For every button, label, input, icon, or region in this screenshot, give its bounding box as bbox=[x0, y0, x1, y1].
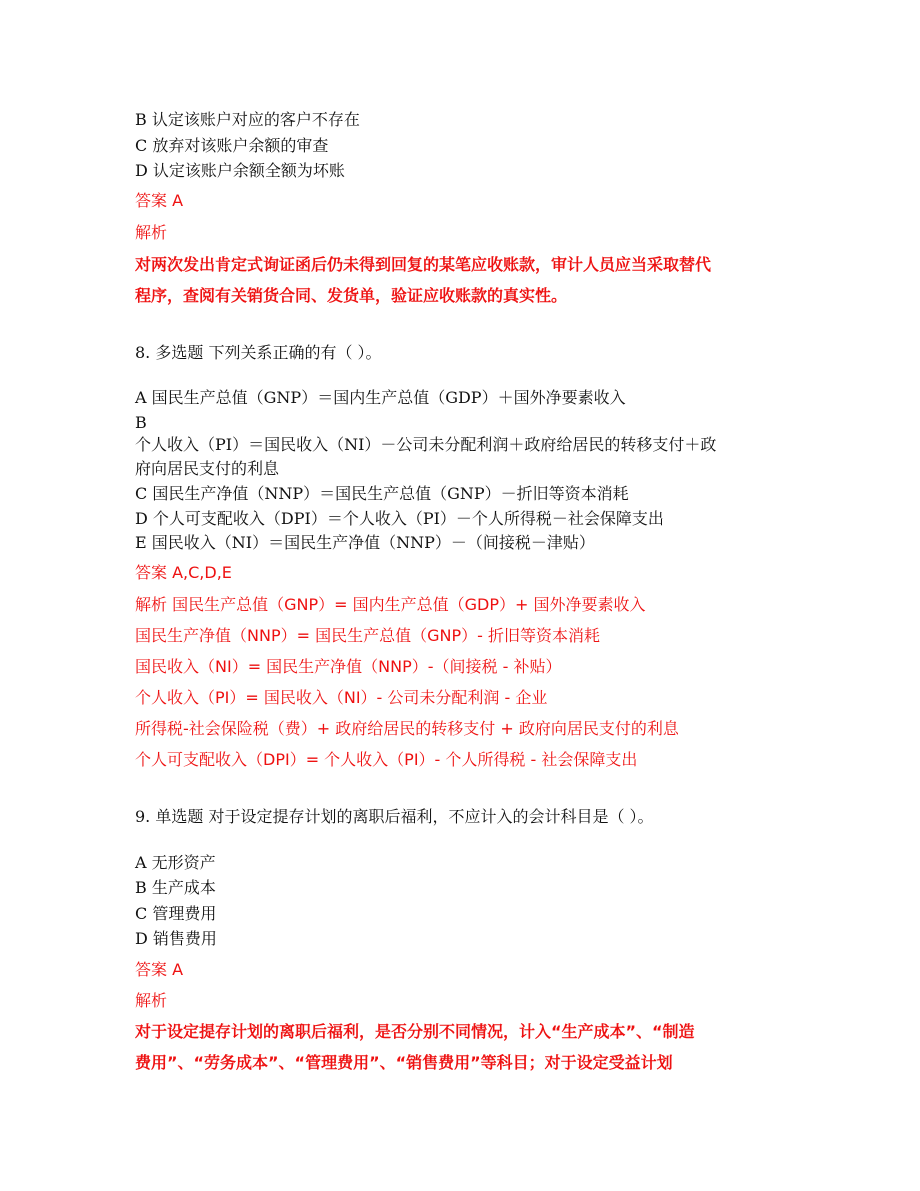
q8-analysis-line: 所得税-社会保险税（费）+ 政府给居民的转移支付 + 政府向居民支付的利息 bbox=[135, 719, 679, 738]
q8-analysis-line: 国民生产净值（NNP）= 国民生产总值（GNP）- 折旧等资本消耗 bbox=[135, 626, 600, 645]
q9-option-b: B 生产成本 bbox=[135, 878, 216, 897]
q8-option-d: D 个人可支配收入（DPI）＝个人收入（PI）－个人所得税－社会保障支出 bbox=[135, 509, 664, 528]
q8-analysis-line: 解析 国民生产总值（GNP）= 国内生产总值（GDP）+ 国外净要素收入 bbox=[135, 595, 646, 614]
q9-analysis-line: 对于设定提存计划的离职后福利，是否分别不同情况，计入“生产成本”、“制造 bbox=[135, 1022, 695, 1041]
q8-option-a: A 国民生产总值（GNP）＝国内生产总值（GDP）＋国外净要素收入 bbox=[135, 388, 626, 407]
q9-answer: 答案 A bbox=[135, 960, 184, 979]
q8-option-b-label: B bbox=[135, 413, 147, 432]
q8-option-b-text-cont: 府向居民支付的利息 bbox=[135, 459, 280, 478]
q9-option-c: C 管理费用 bbox=[135, 904, 217, 923]
q8-analysis-line: 个人可支配收入（DPI）= 个人收入（PI）- 个人所得税 - 社会保障支出 bbox=[135, 750, 638, 769]
q8-answer: 答案 A,C,D,E bbox=[135, 563, 232, 582]
q7-analysis-label: 解析 bbox=[135, 223, 168, 242]
q9-analysis-line: 费用”、“劳务成本”、“管理费用”、“销售费用”等科目；对于设定受益计划 bbox=[135, 1053, 673, 1072]
q9-analysis-label: 解析 bbox=[135, 991, 168, 1010]
q9-option-a: A 无形资产 bbox=[135, 853, 216, 872]
q8-analysis-line: 个人收入（PI）= 国民收入（NI）- 公司未分配利润 - 企业 bbox=[135, 688, 548, 707]
q7-option-d: D 认定该账户余额全额为坏账 bbox=[135, 161, 345, 180]
q8-option-e: E 国民收入（NI）＝国民生产净值（NNP）－（间接税－津贴） bbox=[135, 533, 595, 552]
q8-analysis-line: 国民收入（NI）= 国民生产净值（NNP）-（间接税 - 补贴） bbox=[135, 657, 562, 676]
q7-analysis-line: 程序，查阅有关销货合同、发货单，验证应收账款的真实性。 bbox=[135, 286, 568, 305]
q7-option-b: B 认定该账户对应的客户不存在 bbox=[135, 110, 360, 129]
q8-title: 8. 多选题 下列关系正确的有（ ）。 bbox=[135, 343, 382, 362]
q9-option-d: D 销售费用 bbox=[135, 929, 217, 948]
q8-option-c: C 国民生产净值（NNP）＝国民生产总值（GNP）－折旧等资本消耗 bbox=[135, 484, 629, 503]
q7-option-c: C 放弃对该账户余额的审查 bbox=[135, 136, 329, 155]
q7-answer: 答案 A bbox=[135, 191, 184, 210]
q8-option-b-text: 个人收入（PI）＝国民收入（NI）－公司未分配利润＋政府给居民的转移支付＋政 bbox=[135, 435, 717, 454]
q7-analysis-line: 对两次发出肯定式询证函后仍未得到回复的某笔应收账款，审计人员应当采取替代 bbox=[135, 255, 712, 274]
q9-title: 9. 单选题 对于设定提存计划的离职后福利，不应计入的会计科目是（ ）。 bbox=[135, 807, 654, 826]
